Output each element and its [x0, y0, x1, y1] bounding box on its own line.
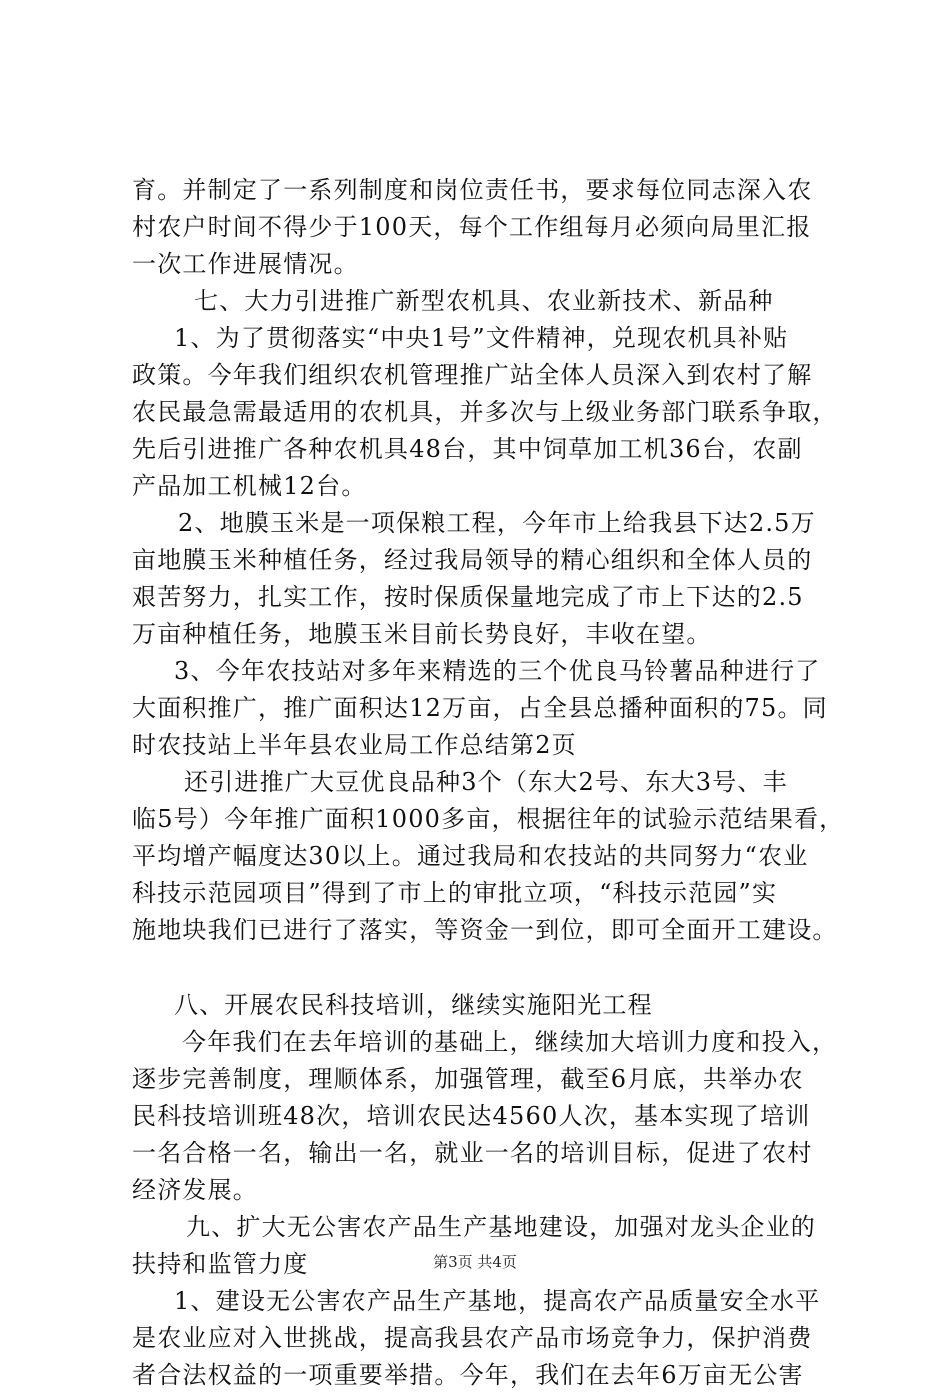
text-line: 艰苦努力，扎实工作，按时保质保量地完成了市上下达的2.5 — [132, 583, 804, 611]
text-line: 2、地膜玉米是一项保粮工程，今年市上给我县下达2.5万 — [178, 509, 816, 537]
text-line: 一次工作进展情况。 — [132, 250, 359, 278]
text-line: 大面积推广，推广面积达12万亩，占全县总播种面积的75。同 — [132, 694, 828, 722]
text-line: 临5号）今年推广面积1000多亩，根据往年的试验示范结果看， — [132, 805, 845, 833]
text-line: 逐步完善制度，理顺体系，加强管理，截至6月底，共举办农 — [132, 1065, 804, 1093]
text-line: 1、为了贯彻落实“中央1号”文件精神，兑现农机具补贴 — [174, 324, 789, 352]
text-line: 村农户时间不得少于100天，每个工作组每月必须向局里汇报 — [132, 213, 812, 241]
text-line: 七、大力引进推广新型农机具、农业新技术、新品种 — [194, 287, 774, 315]
text-line: 九、扩大无公害农产品生产基地建设，加强对龙头企业的 — [186, 1213, 816, 1241]
text-line: 3、今年农技站对多年来精选的三个优良马铃薯品种进行了 — [174, 657, 821, 685]
page-footer: 第3页 共4页 — [433, 1253, 517, 1271]
text-line: 万亩种植任务，地膜玉米目前长势良好，丰收在望。 — [132, 620, 712, 648]
text-line: 产品加工机械12台。 — [132, 472, 367, 500]
paragraph-gap — [132, 949, 852, 987]
text-line: 先后引进推广各种农机具48台，其中饲草加工机36台，农副 — [132, 435, 803, 463]
text-line: 经济发展。 — [132, 1176, 258, 1204]
text-line: 科技示范园项目”得到了市上的审批立项，“科技示范园”实 — [132, 879, 778, 907]
text-line: 扶持和监管力度 — [132, 1250, 309, 1278]
text-line: 育。并制定了一系列制度和岗位责任书，要求每位同志深入农 — [132, 176, 813, 204]
text-line: 时农技站上半年县农业局工作总结第2页 — [132, 731, 577, 759]
text-line: 民科技培训班48次，培训农民达4560人次，基本实现了培训 — [132, 1102, 811, 1130]
text-line: 者合法权益的一项重要举措。今年，我们在去年6万亩无公害 — [132, 1361, 804, 1389]
text-line: 还引进推广大豆优良品种3个（东大2号、东大3号、丰 — [184, 768, 788, 796]
text-line: 政策。今年我们组织农机管理推广站全体人员深入到农村了解 — [132, 361, 813, 389]
text-line: 是农业应对入世挑战，提高我县农产品市场竞争力，保护消费 — [132, 1324, 813, 1352]
text-line: 农民最急需最适用的农机具，并多次与上级业务部门联系争取， — [132, 398, 838, 426]
document-body — [132, 172, 852, 1394]
text-line: 八、开展农民科技培训，继续实施阳光工程 — [174, 991, 653, 1019]
text-line: 平均增产幅度达30以上。通过我局和农技站的共同努力“农业 — [132, 842, 809, 870]
text-line: 1、建设无公害农产品生产基地，提高农产品质量安全水平 — [174, 1287, 821, 1315]
text-line: 今年我们在去年培训的基础上，继续加大培训力度和投入， — [182, 1028, 838, 1056]
text-line: 一名合格一名，输出一名，就业一名的培训目标，促进了农村 — [132, 1139, 813, 1167]
text-line: 施地块我们已进行了落实，等资金一到位，即可全面开工建设。 — [132, 916, 838, 944]
text-line: 亩地膜玉米种植任务，经过我局领导的精心组织和全体人员的 — [132, 546, 813, 574]
